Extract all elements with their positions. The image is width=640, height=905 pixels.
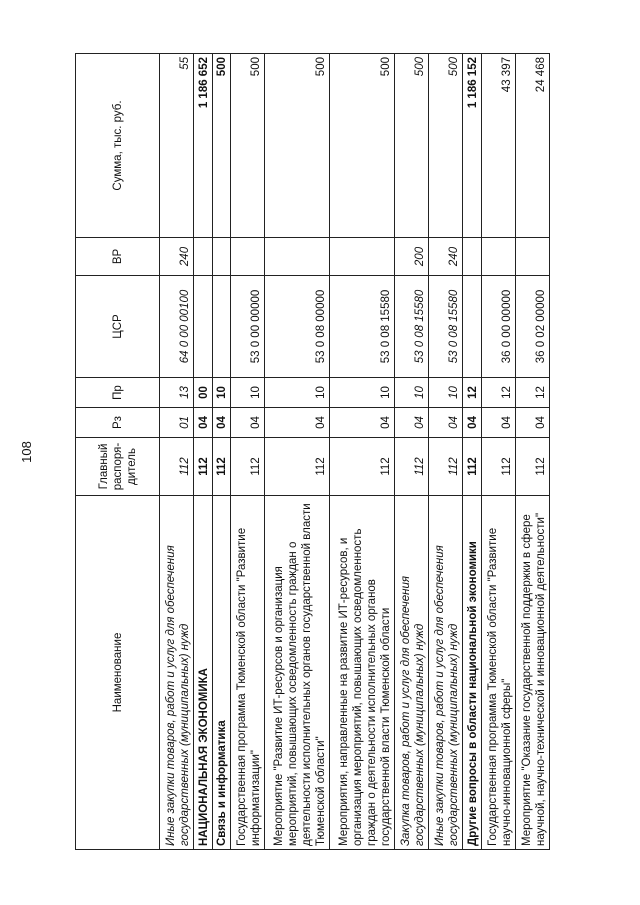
cell-glav: 112 [160, 438, 194, 496]
cell-csr: 53 0 08 15580 [429, 276, 463, 378]
cell-rz: 04 [194, 408, 213, 438]
cell-sum: 500 [429, 54, 463, 238]
cell-rz: 01 [160, 408, 194, 438]
cell-name: Мероприятие "Развитие ИТ-ресурсов и организация мероприятий, повышающих осведомленность граждан о деятельности исполнительных органов государственной власти Тюменской области" [265, 496, 330, 850]
cell-csr: 53 0 08 15580 [330, 276, 395, 378]
cell-rz: 04 [212, 408, 231, 438]
cell-pr: 10 [212, 378, 231, 408]
table-row [212, 54, 231, 850]
cell-sum: 43 397 [481, 54, 515, 238]
cell-sum: 500 [265, 54, 330, 238]
cell-glav: 112 [212, 438, 231, 496]
cell-vr: 240 [429, 238, 463, 276]
cell-vr [515, 238, 549, 276]
table-row [231, 54, 265, 850]
cell-glav: 112 [429, 438, 463, 496]
cell-vr: 240 [160, 238, 194, 276]
cell-name: Другие вопросы в области национальной экономики [463, 496, 482, 850]
cell-rz: 04 [395, 408, 429, 438]
cell-name: НАЦИОНАЛЬНАЯ ЭКОНОМИКА [194, 496, 213, 850]
header-glav: Главный распоря-дитель [76, 438, 160, 496]
cell-pr: 13 [160, 378, 194, 408]
budget-table-rotated [75, 54, 550, 850]
table-body [160, 54, 550, 850]
budget-table [75, 53, 550, 850]
cell-vr [212, 238, 231, 276]
cell-pr: 10 [330, 378, 395, 408]
cell-rz: 04 [265, 408, 330, 438]
cell-glav: 112 [515, 438, 549, 496]
cell-vr [265, 238, 330, 276]
cell-vr [463, 238, 482, 276]
cell-pr: 10 [231, 378, 265, 408]
cell-sum: 55 [160, 54, 194, 238]
cell-glav: 112 [330, 438, 395, 496]
header-csr: ЦСР [76, 276, 160, 378]
page-number: 108 [19, 441, 34, 463]
table-row [429, 54, 463, 850]
header-pr: Пр [76, 378, 160, 408]
header-sum: Сумма, тыс. руб. [76, 54, 160, 238]
cell-sum: 500 [212, 54, 231, 238]
table-row [515, 54, 549, 850]
cell-sum: 500 [330, 54, 395, 238]
cell-pr: 12 [481, 378, 515, 408]
cell-glav: 112 [194, 438, 213, 496]
cell-name: Закупка товаров, работ и услуг для обеспечения государственных (муниципальных) нужд [395, 496, 429, 850]
cell-sum: 500 [231, 54, 265, 238]
header-rz: Рз [76, 408, 160, 438]
cell-pr: 00 [194, 378, 213, 408]
table-row [395, 54, 429, 850]
cell-csr [463, 276, 482, 378]
table-row [330, 54, 395, 850]
cell-rz: 04 [515, 408, 549, 438]
cell-name: Мероприятие "Оказание государственной поддержки в сфере научной, научно-технической и инновационной деятельности" [515, 496, 549, 850]
cell-pr: 10 [395, 378, 429, 408]
cell-rz: 04 [330, 408, 395, 438]
cell-csr: 53 0 08 00000 [265, 276, 330, 378]
cell-pr: 10 [429, 378, 463, 408]
cell-sum: 500 [395, 54, 429, 238]
cell-name: Государственная программа Тюменской области "Развитие информатизации" [231, 496, 265, 850]
cell-name: Иные закупки товаров, работ и услуг для обеспечения государственных (муниципальных) нужд [429, 496, 463, 850]
table-row [160, 54, 194, 850]
table-row [194, 54, 213, 850]
cell-vr [330, 238, 395, 276]
cell-glav: 112 [395, 438, 429, 496]
cell-vr [194, 238, 213, 276]
cell-rz: 04 [463, 408, 482, 438]
table-row [481, 54, 515, 850]
table-header-row [76, 54, 160, 850]
cell-name: Связь и информатика [212, 496, 231, 850]
cell-csr: 53 0 00 00000 [231, 276, 265, 378]
cell-glav: 112 [481, 438, 515, 496]
cell-glav: 112 [231, 438, 265, 496]
cell-sum: 1 186 152 [463, 54, 482, 238]
cell-csr: 53 0 08 15580 [395, 276, 429, 378]
cell-vr [481, 238, 515, 276]
cell-pr: 12 [515, 378, 549, 408]
cell-csr [212, 276, 231, 378]
cell-csr: 36 0 02 00000 [515, 276, 549, 378]
cell-csr: 64 0 00 00100 [160, 276, 194, 378]
cell-pr: 12 [463, 378, 482, 408]
cell-csr: 36 0 00 00000 [481, 276, 515, 378]
cell-sum: 24 468 [515, 54, 549, 238]
cell-glav: 112 [265, 438, 330, 496]
header-vr: ВР [76, 238, 160, 276]
cell-vr: 200 [395, 238, 429, 276]
header-name: Наименование [76, 496, 160, 850]
cell-pr: 10 [265, 378, 330, 408]
table-row [265, 54, 330, 850]
cell-csr [194, 276, 213, 378]
cell-rz: 04 [231, 408, 265, 438]
cell-vr [231, 238, 265, 276]
cell-sum: 1 186 652 [194, 54, 213, 238]
cell-glav: 112 [463, 438, 482, 496]
cell-rz: 04 [429, 408, 463, 438]
cell-name: Иные закупки товаров, работ и услуг для обеспечения государственных (муниципальных) нужд [160, 496, 194, 850]
cell-name: Мероприятия, направленные на развитие ИТ-ресурсов, и организация мероприятий, повышающих осведомленность граждан о деятельности исполнительных органов государственной власти Тюменской области [330, 496, 395, 850]
cell-rz: 04 [481, 408, 515, 438]
cell-name: Государственная программа Тюменской области "Развитие научно-инновационной сферы" [481, 496, 515, 850]
table-row [463, 54, 482, 850]
